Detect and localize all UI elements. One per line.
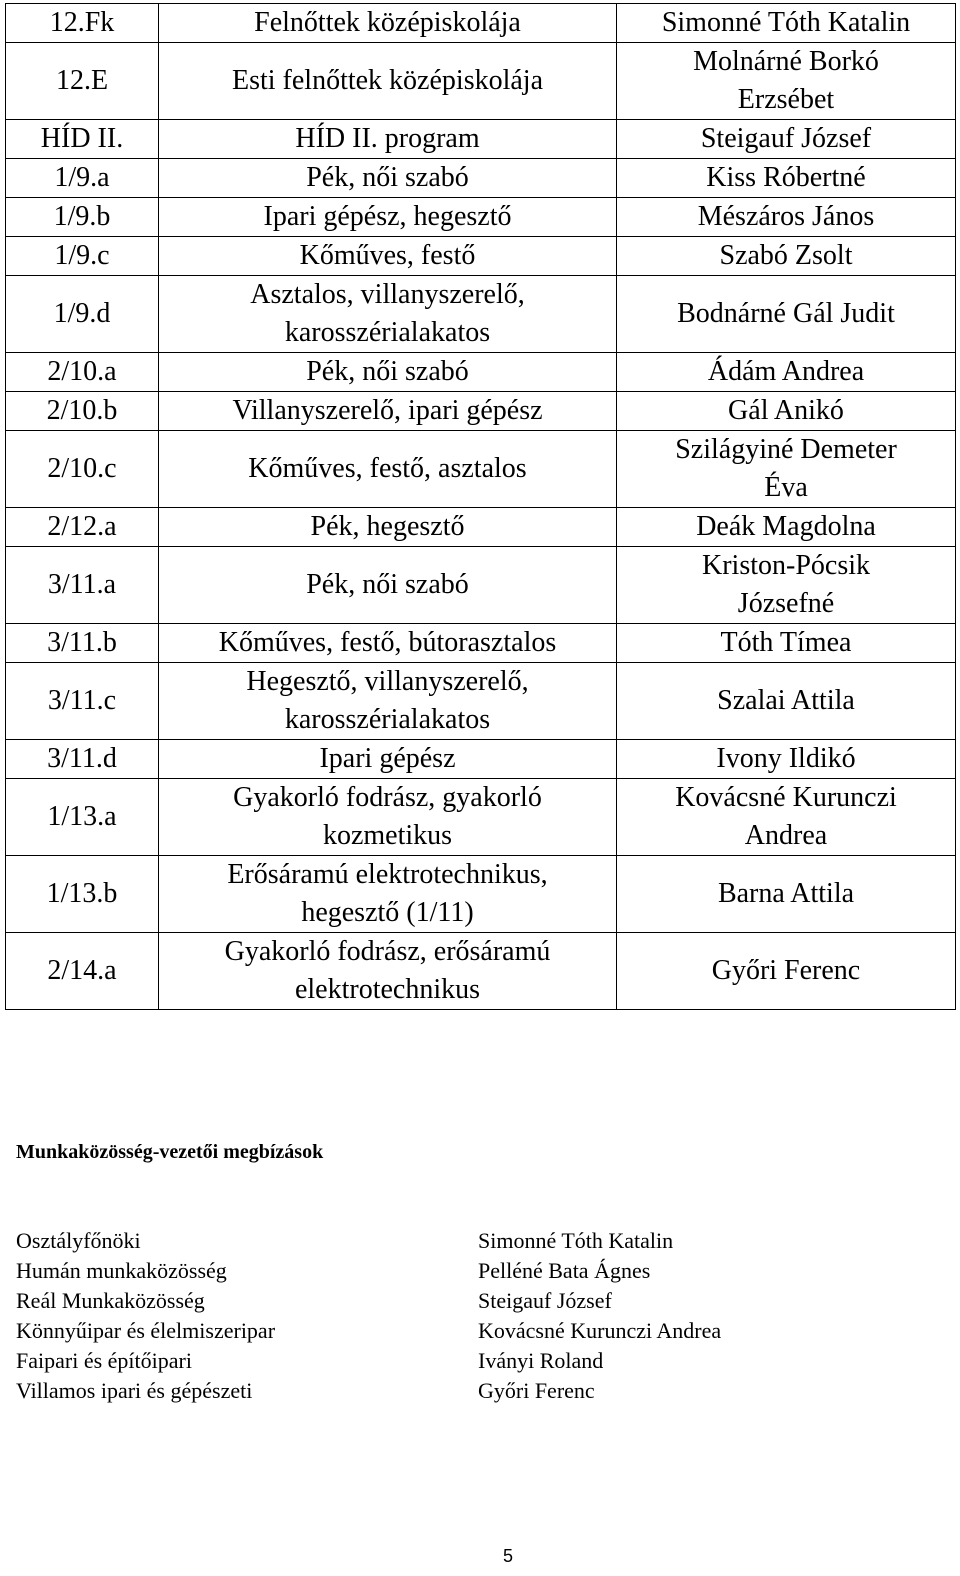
profession-cell	[159, 4, 617, 43]
table-row	[6, 663, 956, 740]
work-community-name: Könnyűipar és élelmiszeripar	[16, 1318, 276, 1343]
profession-cell-line: Gyakorló fodrász, gyakorló	[233, 782, 542, 813]
class-cell: 3/11.b	[6, 624, 159, 663]
profession-cell	[159, 663, 617, 740]
teacher-cell	[617, 431, 956, 508]
class-cell: 3/11.a	[6, 547, 159, 624]
profession-cell-line: Gyakorló fodrász, erősáramú	[224, 936, 551, 967]
table-row	[6, 120, 956, 159]
class-cell: 1/9.c	[6, 237, 159, 276]
profession-cell-line: Esti felnőttek középiskolája	[231, 65, 544, 96]
profession-cell-line: karosszérialakatos	[284, 317, 491, 348]
teacher-cell-line: Deák Magdolna	[696, 511, 876, 542]
teacher-cell-line: Szabó Zsolt	[719, 240, 853, 271]
teacher-cell	[617, 120, 956, 159]
class-cell: 2/10.b	[6, 392, 159, 431]
profession-cell-line: Hegesztő, villanyszerelő,	[246, 666, 529, 697]
table-row	[6, 353, 956, 392]
class-teacher-table	[5, 3, 956, 1010]
class-cell: 2/12.a	[6, 508, 159, 547]
teacher-cell	[617, 353, 956, 392]
class-cell: 3/11.d	[6, 740, 159, 779]
table-row	[6, 508, 956, 547]
class-cell: 2/14.a	[6, 933, 159, 1010]
leader-name: Pelléné Bata Ágnes	[478, 1258, 651, 1283]
table-row	[6, 276, 956, 353]
table-row	[6, 237, 956, 276]
leader-name: Kovácsné Kurunczi Andrea	[478, 1318, 722, 1343]
work-community-name: Villamos ipari és gépészeti	[16, 1378, 253, 1403]
work-community-name: Humán munkaközösség	[16, 1258, 227, 1283]
teacher-cell-line: Barna Attila	[717, 878, 855, 909]
profession-cell	[159, 779, 617, 856]
profession-cell-line: Kőműves, festő, asztalos	[248, 453, 527, 484]
table-row	[6, 547, 956, 624]
leader-name: Iványi Roland	[478, 1348, 604, 1373]
table-row	[6, 392, 956, 431]
profession-cell	[159, 933, 617, 1010]
class-cell: 12.Fk	[6, 4, 159, 43]
table-row	[6, 431, 956, 508]
profession-cell	[159, 431, 617, 508]
teacher-cell-line: Ivony Ildikó	[716, 743, 856, 774]
teacher-cell-line: Tóth Tímea	[720, 627, 852, 658]
class-cell: 1/9.b	[6, 198, 159, 237]
profession-cell-line: Villanyszerelő, ipari gépész	[232, 395, 543, 426]
teacher-cell	[617, 198, 956, 237]
profession-cell	[159, 159, 617, 198]
profession-cell	[159, 43, 617, 120]
teacher-cell	[617, 547, 956, 624]
profession-cell	[159, 547, 617, 624]
teacher-cell	[617, 779, 956, 856]
teacher-cell-line: Ádám Andrea	[707, 356, 865, 387]
teacher-cell	[617, 276, 956, 353]
teacher-cell-line: Erzsébet	[737, 84, 835, 115]
class-cell: 1/9.d	[6, 276, 159, 353]
teacher-cell-line: Bodnárné Gál Judit	[677, 298, 895, 329]
teacher-cell-line: Kriston-Pócsik	[702, 550, 870, 581]
profession-cell-line: Kőműves, festő, bútorasztalos	[218, 627, 557, 658]
teacher-cell	[617, 624, 956, 663]
teacher-cell	[617, 508, 956, 547]
teacher-cell	[617, 43, 956, 120]
profession-cell-line: Ipari gépész, hegesztő	[263, 201, 512, 232]
profession-cell	[159, 856, 617, 933]
teacher-cell-line: Kovácsné Kurunczi	[675, 782, 897, 813]
profession-cell-line: elektrotechnikus	[294, 974, 481, 1005]
profession-cell-line: hegesztő (1/11)	[301, 897, 474, 928]
teacher-cell-line: Éva	[764, 472, 808, 503]
profession-cell	[159, 353, 617, 392]
work-community-name: Osztályfőnöki	[16, 1228, 141, 1253]
profession-cell	[159, 120, 617, 159]
teacher-cell	[617, 856, 956, 933]
profession-cell-line: karosszérialakatos	[284, 704, 491, 735]
teacher-cell-line: Simonné Tóth Katalin	[661, 7, 911, 38]
profession-cell	[159, 276, 617, 353]
profession-cell	[159, 237, 617, 276]
class-teacher-table-body	[6, 4, 956, 1010]
leader-name: Simonné Tóth Katalin	[478, 1228, 674, 1253]
teacher-cell-line: Andrea	[744, 820, 828, 851]
work-community-name: Reál Munkaközösség	[16, 1288, 205, 1313]
table-row	[6, 198, 956, 237]
profession-cell	[159, 508, 617, 547]
profession-cell-line: HÍD II. program	[295, 123, 480, 154]
profession-cell-line: Pék, női szabó	[306, 569, 469, 600]
class-cell: 1/13.b	[6, 856, 159, 933]
teacher-cell	[617, 4, 956, 43]
table-row	[6, 779, 956, 856]
profession-cell-line: Pék, hegesztő	[310, 511, 465, 542]
table-row	[6, 4, 956, 43]
class-cell: 2/10.a	[6, 353, 159, 392]
teacher-cell	[617, 740, 956, 779]
leader-name: Győri Ferenc	[478, 1378, 595, 1403]
page-number: 5	[502, 1546, 513, 1566]
teacher-cell-line: Mészáros János	[697, 201, 875, 232]
class-cell: 2/10.c	[6, 431, 159, 508]
class-cell: 1/9.a	[6, 159, 159, 198]
teacher-cell	[617, 159, 956, 198]
teacher-cell-line: Kiss Róbertné	[706, 162, 866, 193]
teacher-cell-line: Gál Anikó	[728, 395, 844, 426]
profession-cell	[159, 624, 617, 663]
teacher-cell-line: Győri Ferenc	[711, 955, 861, 986]
profession-cell-line: Pék, női szabó	[306, 356, 469, 387]
teacher-cell-line: Józsefné	[737, 588, 835, 619]
class-cell: 1/13.a	[6, 779, 159, 856]
teacher-cell-line: Szilágyiné Demeter	[675, 434, 897, 465]
teacher-cell-line: Molnárné Borkó	[693, 46, 879, 77]
teacher-cell-line: Steigauf József	[700, 123, 872, 154]
leader-name: Steigauf József	[478, 1288, 612, 1313]
profession-cell-line: Ipari gépész	[319, 743, 456, 774]
class-cell: HÍD II.	[6, 120, 159, 159]
table-row	[6, 159, 956, 198]
teacher-cell	[617, 933, 956, 1010]
teacher-cell	[617, 237, 956, 276]
profession-cell-line: kozmetikus	[322, 820, 453, 851]
profession-cell	[159, 198, 617, 237]
profession-cell	[159, 392, 617, 431]
table-row	[6, 624, 956, 663]
table-row	[6, 933, 956, 1010]
class-cell: 12.E	[6, 43, 159, 120]
teacher-cell	[617, 663, 956, 740]
work-community-name: Faipari és építőipari	[16, 1348, 192, 1373]
profession-cell-line: Kőműves, festő	[299, 240, 476, 271]
profession-cell-line: Pék, női szabó	[306, 162, 469, 193]
teacher-cell-line: Szalai Attila	[717, 685, 855, 716]
table-row	[6, 856, 956, 933]
section-title: Munkaközösség-vezetői megbízások	[16, 1141, 324, 1163]
table-row	[6, 740, 956, 779]
teacher-cell	[617, 392, 956, 431]
profession-cell	[159, 740, 617, 779]
table-row	[6, 43, 956, 120]
class-cell: 3/11.c	[6, 663, 159, 740]
profession-cell-line: Felnőttek középiskolája	[254, 7, 521, 38]
profession-cell-line: Erősáramú elektrotechnikus,	[227, 859, 548, 890]
profession-cell-line: Asztalos, villanyszerelő,	[250, 279, 525, 310]
